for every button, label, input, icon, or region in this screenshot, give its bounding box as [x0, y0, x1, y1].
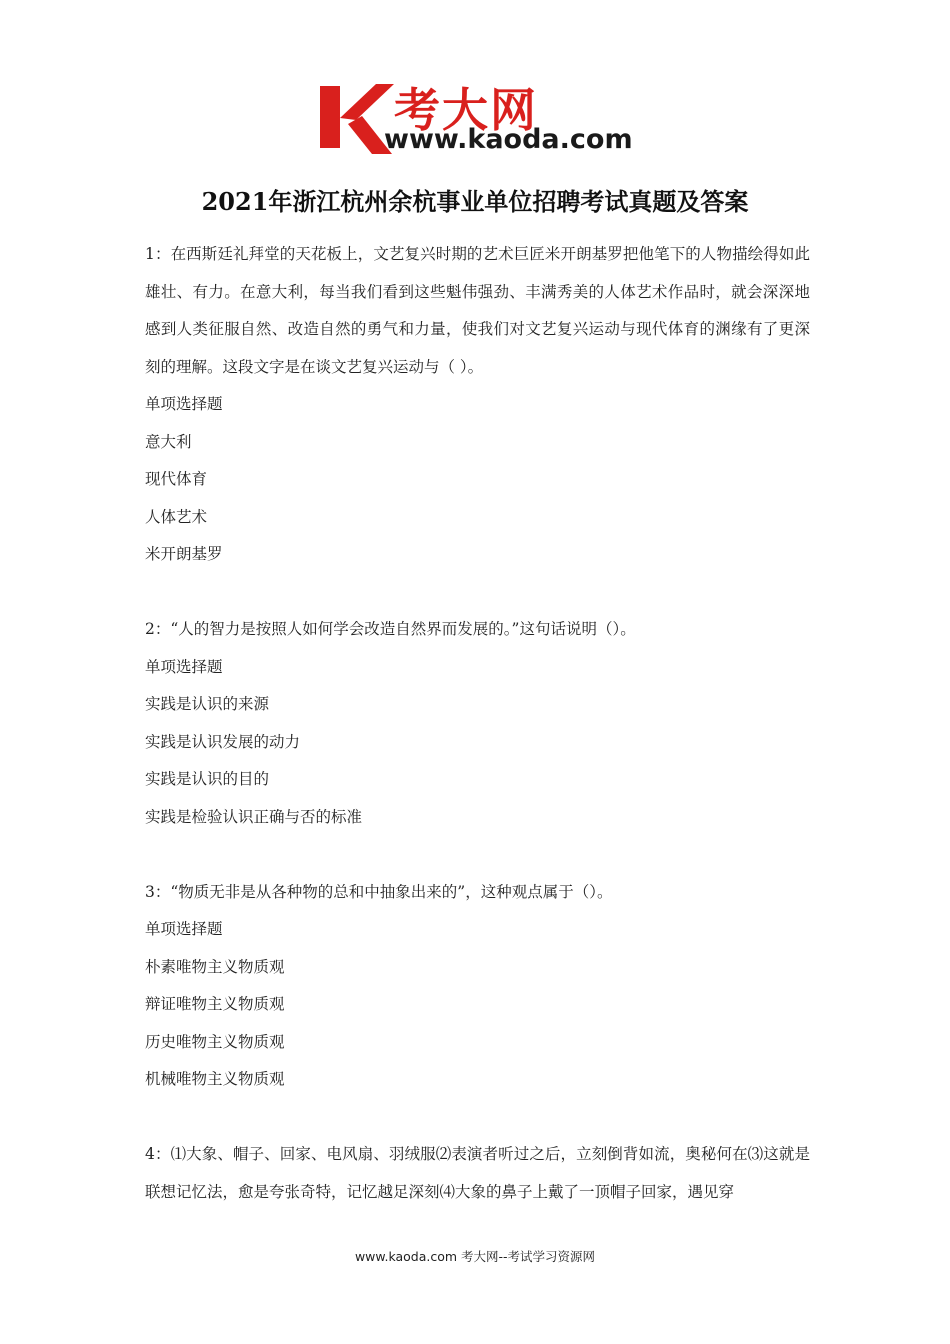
question-text: [145, 611, 810, 649]
question-1: [145, 236, 810, 574]
question-type: 单项选择题: [145, 395, 223, 413]
option-d: 实践是检验认识正确与否的标准: [145, 807, 363, 826]
page-title: 2021年浙江杭州余杭事业单位招聘考试真题及答案: [201, 187, 749, 216]
option-d: 米开朗基罗: [145, 545, 223, 563]
question-body: 在西斯廷礼拜堂的天花板上，文艺复兴时期的艺术巨匠米开朗基罗把他笔下的人物描绘得如此雄壮、有力。在意大利，每当我们看到这些魁伟强劲、丰满秀美的人体艺术作品时，就会深深地感到人类征服自然、改造自然的勇气和力量，使我们对文艺复兴运动与现代体育的渊缘有了更深刻的理解。这段文字是在谈文艺复兴运动与（ ）。: [145, 245, 810, 376]
question-text: [145, 1136, 810, 1211]
option-b: 现代体育: [145, 470, 208, 488]
logo-brand-text: 考大网: [394, 83, 538, 137]
option-a: 意大利: [145, 432, 192, 451]
question-body: “物质无非是从各种物的总和中抽象出来的”，这种观点属于（）。: [170, 882, 613, 901]
question-number: 3：: [145, 882, 171, 901]
spacer: [145, 1099, 810, 1137]
question-type: 单项选择题: [145, 920, 223, 938]
spacer: [145, 836, 810, 874]
question-text: [145, 236, 810, 386]
page-footer: www.kaoda.com 考大网--考试学习资源网: [354, 1249, 596, 1264]
question-2: [145, 611, 810, 836]
option-b: 辩证唯物主义物质观: [145, 995, 285, 1013]
option-c: 人体艺术: [145, 507, 208, 526]
question-list: [145, 236, 810, 1211]
question-body: “人的智力是按照人如何学会改造自然界而发展的。”这句话说明（）。: [170, 620, 636, 638]
logo-url-text: www.kaoda.com: [384, 124, 633, 155]
question-text: [145, 874, 810, 912]
kaoda-logo: [318, 80, 648, 160]
option-d: 机械唯物主义物质观: [145, 1070, 285, 1088]
option-c: 历史唯物主义物质观: [145, 1032, 285, 1051]
question-number: 1：: [145, 245, 171, 263]
question-body: ⑴大象、帽子、回家、电风扇、羽绒服⑵表演者听过之后，立刻倒背如流，奥秘何在⑶这就是联想记忆法，愈是夸张奇特，记忆越足深刻⑷大象的鼻子上戴了一顶帽子回家，遇见穿: [145, 1145, 810, 1201]
question-3: [145, 874, 810, 1099]
question-number: 2：: [145, 620, 171, 638]
option-a: 实践是认识的来源: [145, 695, 270, 713]
option-c: 实践是认识的目的: [145, 770, 270, 788]
question-type: 单项选择题: [145, 657, 223, 676]
question-number: 4：: [145, 1145, 171, 1163]
option-b: 实践是认识发展的动力: [145, 732, 301, 751]
spacer: [145, 574, 810, 612]
option-a: 朴素唯物主义物质观: [145, 957, 285, 976]
question-4: [145, 1136, 810, 1211]
